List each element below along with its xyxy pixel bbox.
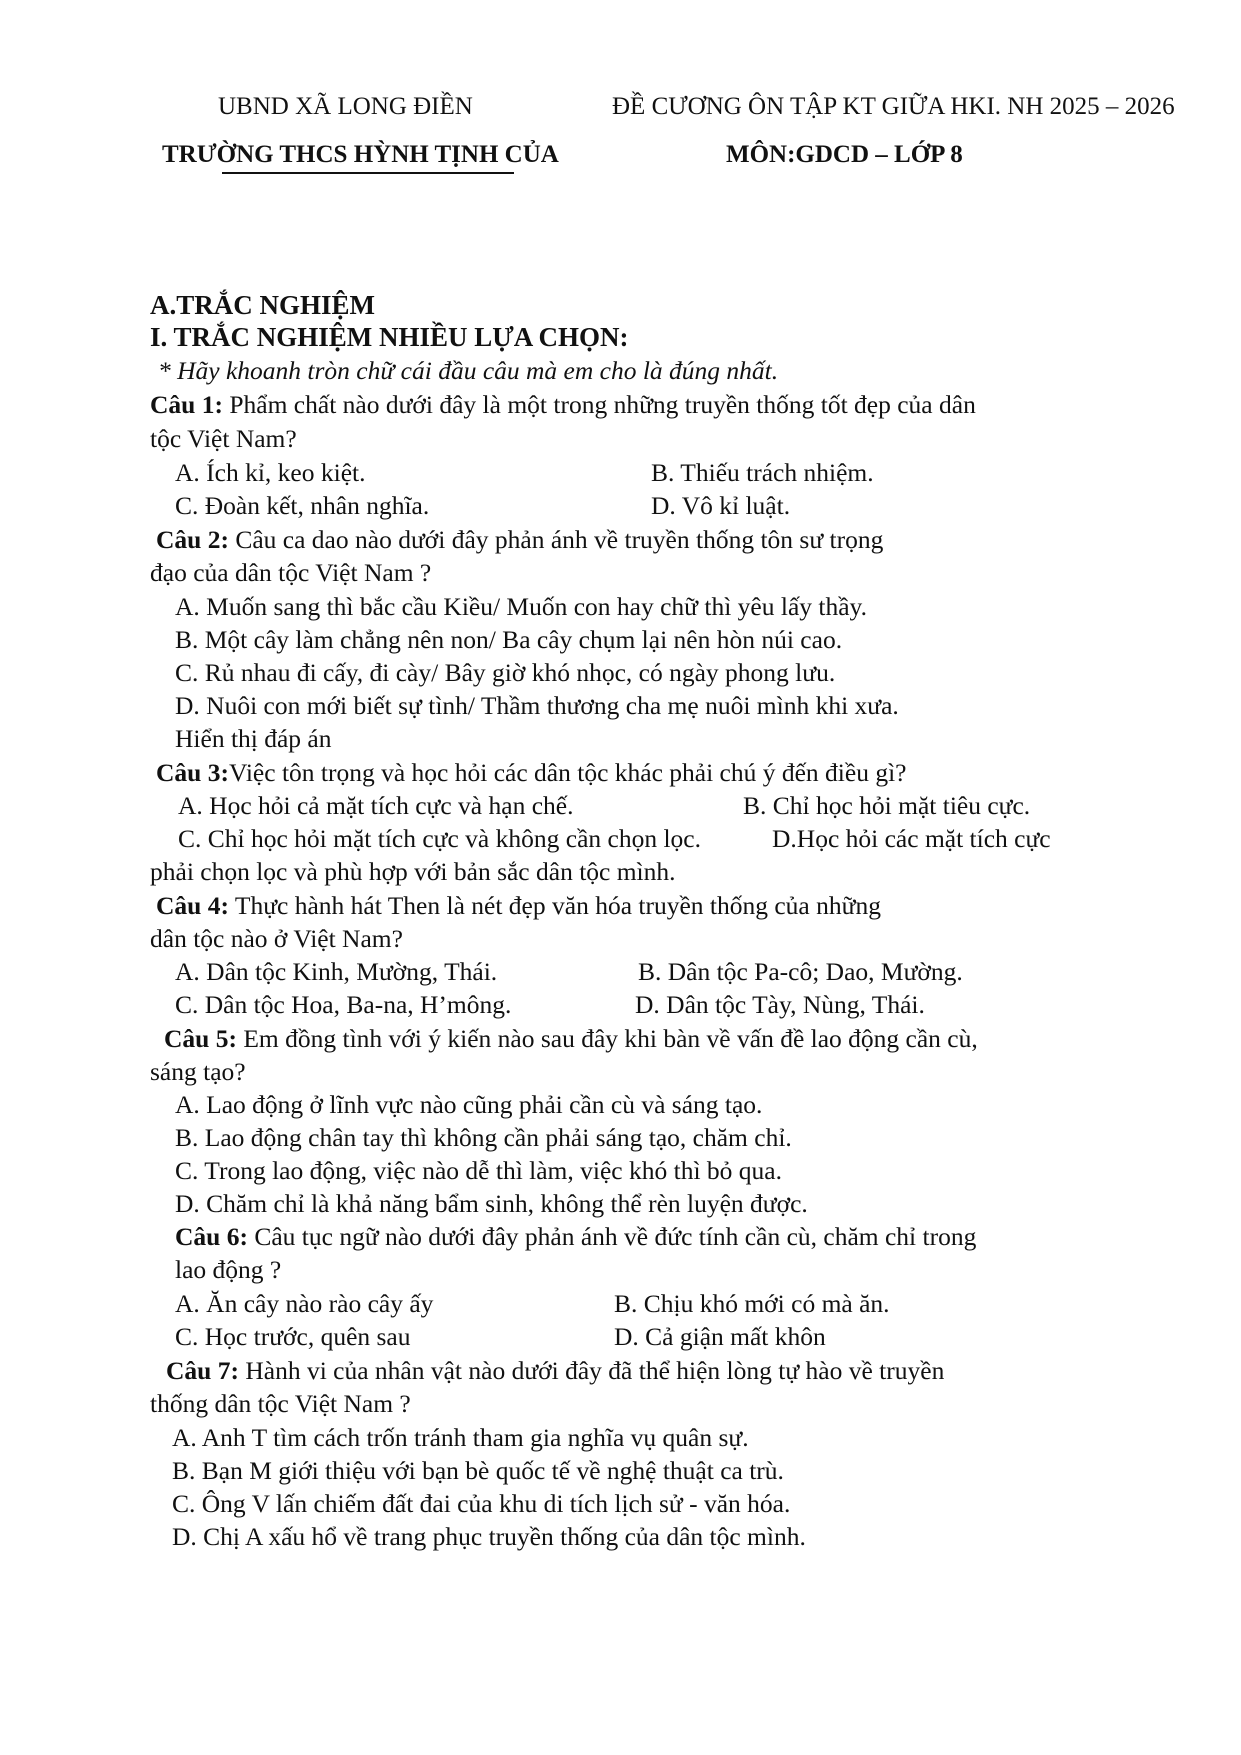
- q2-option-c[interactable]: C. Rủ nhau đi cấy, đi cày/ Bây giờ khó nhọc, có ngày phong lưu.: [175, 658, 836, 687]
- q6-label: Câu 6:: [175, 1222, 248, 1251]
- q6-option-c[interactable]: C. Học trước, quên sau: [175, 1322, 411, 1351]
- q4-stem-cont: dân tộc nào ở Việt Nam?: [150, 924, 403, 953]
- q2-show-answer: Hiển thị đáp án: [175, 724, 332, 753]
- instruction: * Hãy khoanh tròn chữ cái đầu câu mà em cho là đúng nhất.: [158, 356, 779, 385]
- q6-stem: [175, 1222, 976, 1252]
- q7-option-d[interactable]: D. Chị A xấu hổ về trang phục truyền thống của dân tộc mình.: [172, 1522, 806, 1551]
- section-title: A.TRẮC NGHIỆM: [150, 290, 376, 320]
- q5-stem-cont: sáng tạo?: [150, 1057, 246, 1086]
- q4-option-a[interactable]: A. Dân tộc Kinh, Mường, Thái.: [175, 957, 498, 986]
- subsection-title: I. TRẮC NGHIỆM NHIỀU LỰA CHỌN:: [150, 322, 629, 352]
- q2-option-b[interactable]: B. Một cây làm chẳng nên non/ Ba cây chụm lại nên hòn núi cao.: [175, 625, 843, 654]
- q7-text: Hành vi của nhân vật nào dưới đây đã thể hiện lòng tự hào về truyền: [238, 1356, 945, 1385]
- q1-text: Phẩm chất nào dưới đây là một trong những truyền thống tốt đẹp của dân: [222, 390, 976, 419]
- q6-stem-cont: lao động ?: [175, 1255, 282, 1284]
- q4-label: Câu 4:: [156, 891, 229, 920]
- q7-label: Câu 7:: [166, 1356, 239, 1385]
- q5-label: Câu 5:: [164, 1024, 237, 1053]
- q6-text: Câu tục ngữ nào dưới đây phản ánh về đức tính cần cù, chăm chỉ trong: [247, 1222, 977, 1251]
- header-underline: [222, 172, 514, 174]
- q1-stem: [150, 390, 976, 420]
- q1-label: Câu 1:: [150, 390, 223, 419]
- q3-label: Câu 3:: [156, 758, 229, 787]
- q1-option-c[interactable]: C. Đoàn kết, nhân nghĩa.: [175, 491, 430, 520]
- q5-text: Em đồng tình với ý kiến nào sau đây khi bàn về vấn đề lao động cần cù,: [236, 1024, 978, 1053]
- q7-stem-cont: thống dân tộc Việt Nam ?: [150, 1389, 411, 1418]
- q5-option-a[interactable]: A. Lao động ở lĩnh vực nào cũng phải cần cù và sáng tạo.: [175, 1090, 763, 1119]
- q1-option-d[interactable]: D. Vô kỉ luật.: [651, 491, 791, 520]
- q7-option-c[interactable]: C. Ông V lấn chiếm đất đai của khu di tích lịch sử - văn hóa.: [172, 1489, 791, 1518]
- q2-stem-cont: đạo của dân tộc Việt Nam ?: [150, 558, 432, 587]
- q2-option-a[interactable]: A. Muốn sang thì bắc cầu Kiều/ Muốn con hay chữ thì yêu lấy thầy.: [175, 592, 868, 621]
- q5-option-c[interactable]: C. Trong lao động, việc nào dễ thì làm, việc khó thì bỏ qua.: [175, 1156, 782, 1185]
- q2-label: Câu 2:: [156, 525, 229, 554]
- q7-stem: [166, 1356, 944, 1386]
- q2-stem: [156, 525, 883, 555]
- q3-option-d[interactable]: D.Học hỏi các mặt tích cực: [772, 824, 1051, 853]
- q4-option-b[interactable]: B. Dân tộc Pa-cô; Dao, Mường.: [638, 957, 963, 986]
- q4-option-d[interactable]: D. Dân tộc Tày, Nùng, Thái.: [635, 990, 925, 1019]
- q2-text: Câu ca dao nào dưới đây phản ánh về truyền thống tôn sư trọng: [228, 525, 884, 554]
- q1-option-b[interactable]: B. Thiếu trách nhiệm.: [651, 458, 874, 487]
- q7-option-a[interactable]: A. Anh T tìm cách trốn tránh tham gia nghĩa vụ quân sự.: [172, 1423, 749, 1452]
- q4-option-c[interactable]: C. Dân tộc Hoa, Ba-na, H’mông.: [175, 990, 512, 1019]
- q1-stem-cont: tộc Việt Nam?: [150, 424, 297, 453]
- q3-option-c[interactable]: C. Chỉ học hỏi mặt tích cực và không cần chọn lọc.: [178, 824, 701, 853]
- q3-text: Việc tôn trọng và học hỏi các dân tộc khác phải chú ý đến điều gì?: [228, 758, 907, 787]
- q6-option-b[interactable]: B. Chịu khó mới có mà ăn.: [614, 1289, 890, 1318]
- q5-stem: [164, 1024, 978, 1054]
- q4-text: Thực hành hát Then là nét đẹp văn hóa truyền thống của những: [228, 891, 881, 920]
- q3-option-d-cont: phải chọn lọc và phù hợp với bản sắc dân tộc mình.: [150, 857, 676, 886]
- q3-option-b[interactable]: B. Chỉ học hỏi mặt tiêu cực.: [743, 791, 1031, 820]
- header-school: TRƯỜNG THCS HỲNH TỊNH CỦA: [162, 141, 559, 168]
- header-subject: MÔN:GDCD – LỚP 8: [726, 141, 963, 168]
- q5-option-b[interactable]: B. Lao động chân tay thì không cần phải sáng tạo, chăm chỉ.: [175, 1123, 792, 1152]
- q7-option-b[interactable]: B. Bạn M giới thiệu với bạn bè quốc tế về nghệ thuật ca trù.: [172, 1456, 784, 1485]
- header-doc-title: ĐỀ CƯƠNG ÔN TẬP KT GIỮA HKI. NH 2025 – 2026: [612, 93, 1175, 120]
- q3-stem: [156, 758, 907, 788]
- q5-option-d[interactable]: D. Chăm chỉ là khả năng bẩm sinh, không thể rèn luyện được.: [175, 1189, 808, 1218]
- header-authority: UBND XÃ LONG ĐIỀN: [218, 93, 473, 120]
- q3-option-a[interactable]: A. Học hỏi cả mặt tích cực và hạn chế.: [178, 791, 574, 820]
- q2-option-d[interactable]: D. Nuôi con mới biết sự tình/ Thầm thương cha mẹ nuôi mình khi xưa.: [175, 691, 899, 720]
- q4-stem: [156, 891, 881, 921]
- q6-option-a[interactable]: A. Ăn cây nào rào cây ấy: [175, 1289, 434, 1318]
- q6-option-d[interactable]: D. Cả giận mất khôn: [614, 1322, 826, 1351]
- q1-option-a[interactable]: A. Ích kỉ, keo kiệt.: [175, 458, 366, 487]
